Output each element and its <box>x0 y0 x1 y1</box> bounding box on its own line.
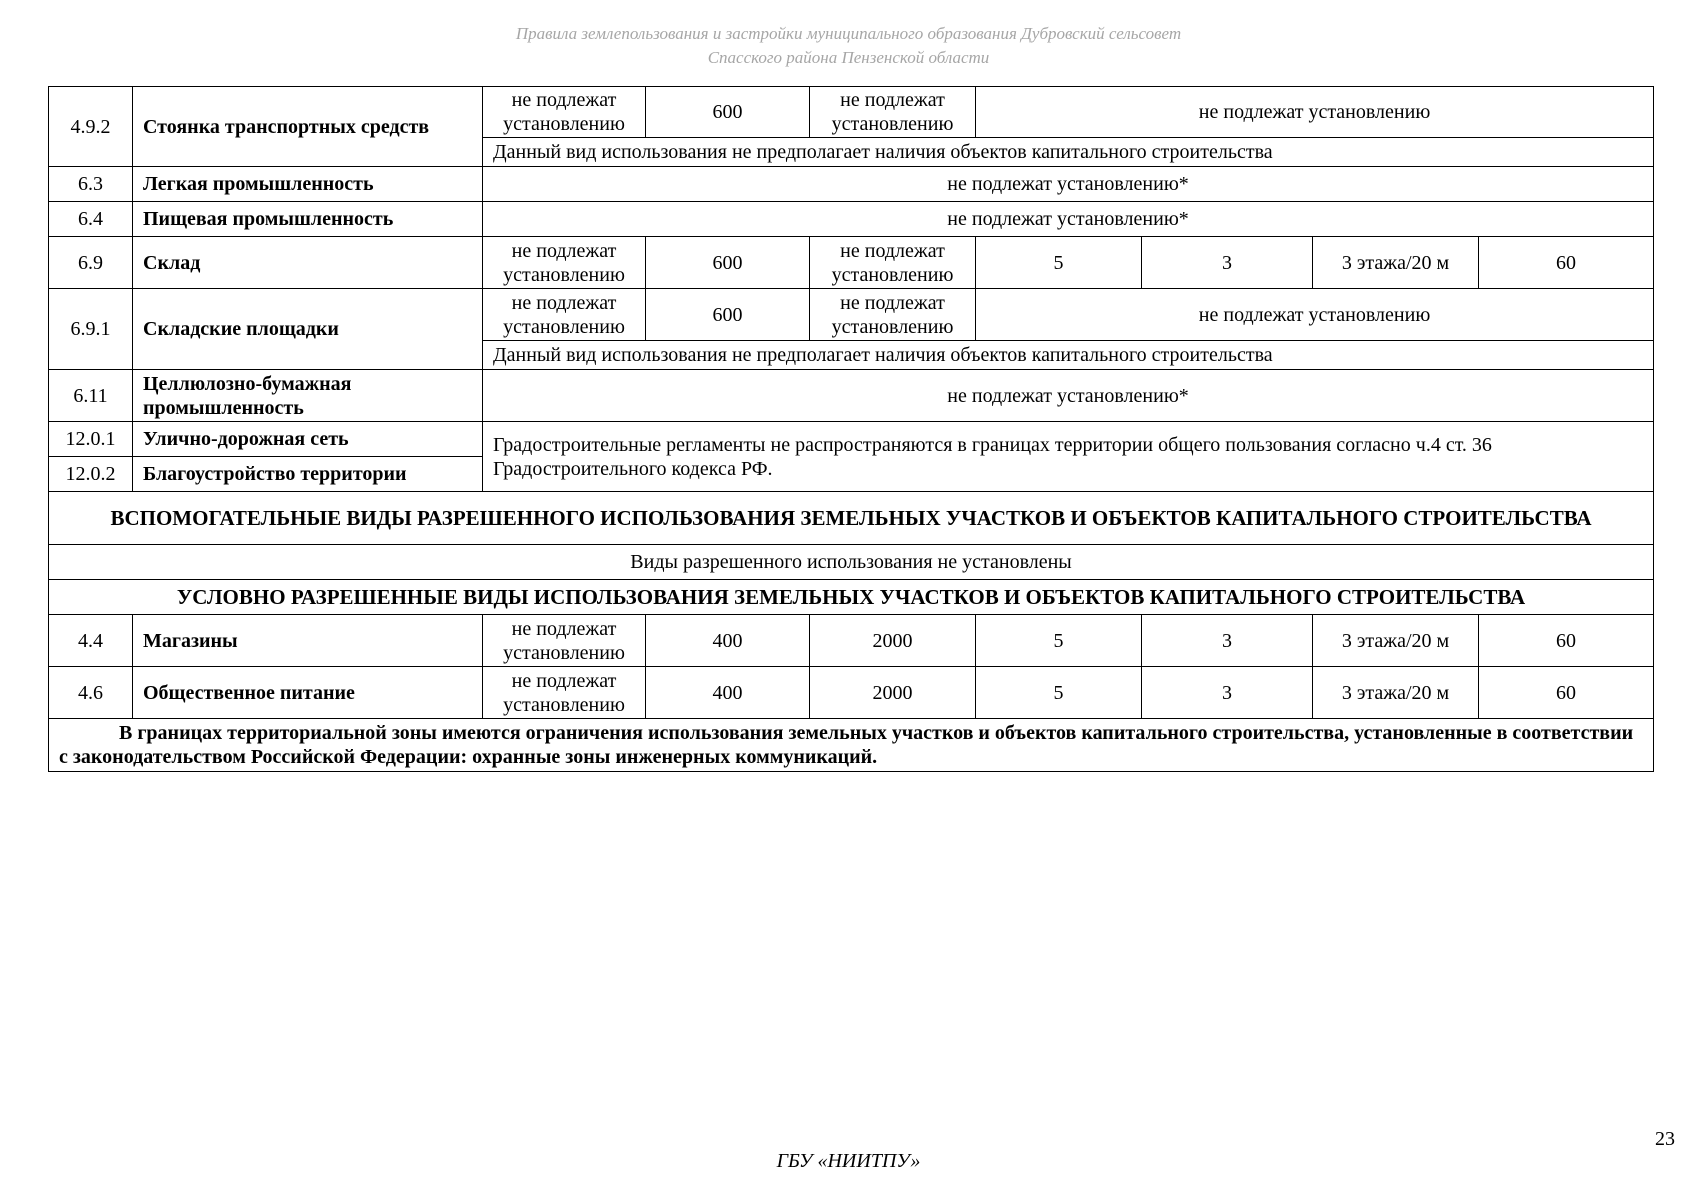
footnote-text: В границах территориальной зоны имеются ограничения использования земельных участков и объектов капитального строительства, установленные в соответствии с законодательством Российской Федерации: охранные зоны инженерных коммуникаций. <box>59 722 1634 768</box>
cell-value: 3 <box>1142 667 1313 719</box>
table-row <box>49 167 1654 202</box>
table-row <box>49 615 1654 667</box>
cell-value: 3 <box>1142 615 1313 667</box>
cell-value: 400 <box>646 667 810 719</box>
cell-value: не подлежат установлению <box>483 87 646 138</box>
row-name: Легкая промышленность <box>133 167 483 202</box>
cell-value: 60 <box>1479 667 1654 719</box>
row-name: Улично-дорожная сеть <box>133 422 483 457</box>
page-number: 23 <box>1655 1128 1675 1150</box>
table-row <box>49 545 1654 580</box>
row-code: 4.6 <box>49 667 133 719</box>
row-code: 4.4 <box>49 615 133 667</box>
row-note: Данный вид использования не предполагает наличия объектов капитального строительства <box>483 341 1654 370</box>
section-heading-conditional: УСЛОВНО РАЗРЕШЕННЫЕ ВИДЫ ИСПОЛЬЗОВАНИЯ ЗЕМЕЛЬНЫХ УЧАСТКОВ И ОБЪЕКТОВ КАПИТАЛЬНОГО СТРОИТЕЛЬСТВА <box>49 580 1654 615</box>
row-name: Складские площадки <box>133 289 483 370</box>
cell-value: 3 этажа/20 м <box>1313 615 1479 667</box>
row-name: Пищевая промышленность <box>133 202 483 237</box>
cell-value: не подлежат установлению <box>976 289 1654 341</box>
header-line-1: Правила землепользования и застройки муниципального образования Дубровский сельсовет <box>515 24 1182 43</box>
table-row <box>49 719 1654 772</box>
cell-value: не подлежат установлению <box>483 289 646 341</box>
row-code: 6.9 <box>49 237 133 289</box>
cell-value: не подлежат установлению* <box>483 202 1654 237</box>
cell-value: не подлежат установлению* <box>483 370 1654 422</box>
row-note: Данный вид использования не предполагает наличия объектов капитального строительства <box>483 138 1654 167</box>
cell-value: 2000 <box>810 667 976 719</box>
cell-value: 5 <box>976 237 1142 289</box>
cell-value: 60 <box>1479 237 1654 289</box>
table-row <box>49 237 1654 289</box>
cell-value: Градостроительные регламенты не распространяются в границах территории общего пользования согласно ч.4 ст. 36 Градостроительного кодекса РФ. <box>483 422 1654 492</box>
cell-value: не подлежат установлению <box>483 237 646 289</box>
row-code: 6.3 <box>49 167 133 202</box>
cell-value: 3 этажа/20 м <box>1313 237 1479 289</box>
cell-value: 600 <box>646 87 810 138</box>
page-header <box>0 22 1697 70</box>
zone-restrictions-note <box>49 719 1654 772</box>
row-code: 12.0.2 <box>49 457 133 492</box>
cell-value: не подлежат установлению <box>976 87 1654 138</box>
cell-value: 3 <box>1142 237 1313 289</box>
cell-value: не подлежат установлению <box>810 289 976 341</box>
cell-value: 600 <box>646 289 810 341</box>
regulations-table <box>48 86 1654 772</box>
row-name: Стоянка транспортных средств <box>133 87 483 167</box>
section-heading-auxiliary: ВСПОМОГАТЕЛЬНЫЕ ВИДЫ РАЗРЕШЕННОГО ИСПОЛЬЗОВАНИЯ ЗЕМЕЛЬНЫХ УЧАСТКОВ И ОБЪЕКТОВ КАПИТАЛЬНОГО СТРОИТЕЛЬСТВА <box>49 492 1654 545</box>
table-row <box>49 580 1654 615</box>
table-row <box>49 202 1654 237</box>
row-name: Магазины <box>133 615 483 667</box>
cell-value: не подлежат установлению* <box>483 167 1654 202</box>
table-row <box>49 289 1654 341</box>
table-row <box>49 422 1654 457</box>
table-row <box>49 492 1654 545</box>
row-name: Благоустройство территории <box>133 457 483 492</box>
cell-value: 5 <box>976 667 1142 719</box>
row-code: 6.11 <box>49 370 133 422</box>
header-line-2: Спасского района Пензенской области <box>707 48 990 67</box>
row-name: Общественное питание <box>133 667 483 719</box>
row-code: 4.9.2 <box>49 87 133 167</box>
cell-value: не подлежат установлению <box>810 87 976 138</box>
row-code: 6.9.1 <box>49 289 133 370</box>
cell-value: 3 этажа/20 м <box>1313 667 1479 719</box>
row-code: 12.0.1 <box>49 422 133 457</box>
row-name: Склад <box>133 237 483 289</box>
cell-value: 5 <box>976 615 1142 667</box>
cell-value: не подлежат установлению <box>483 667 646 719</box>
section-note: Виды разрешенного использования не установлены <box>49 545 1654 580</box>
table-row <box>49 370 1654 422</box>
cell-value: 2000 <box>810 615 976 667</box>
cell-value: 60 <box>1479 615 1654 667</box>
cell-value: 600 <box>646 237 810 289</box>
cell-value: не подлежат установлению <box>810 237 976 289</box>
cell-value: 400 <box>646 615 810 667</box>
table-row <box>49 87 1654 138</box>
cell-value: не подлежат установлению <box>483 615 646 667</box>
page-footer: ГБУ «НИИТПУ» <box>776 1150 921 1172</box>
row-name: Целлюлозно-бумажная промышленность <box>133 370 483 422</box>
row-code: 6.4 <box>49 202 133 237</box>
table-row <box>49 667 1654 719</box>
